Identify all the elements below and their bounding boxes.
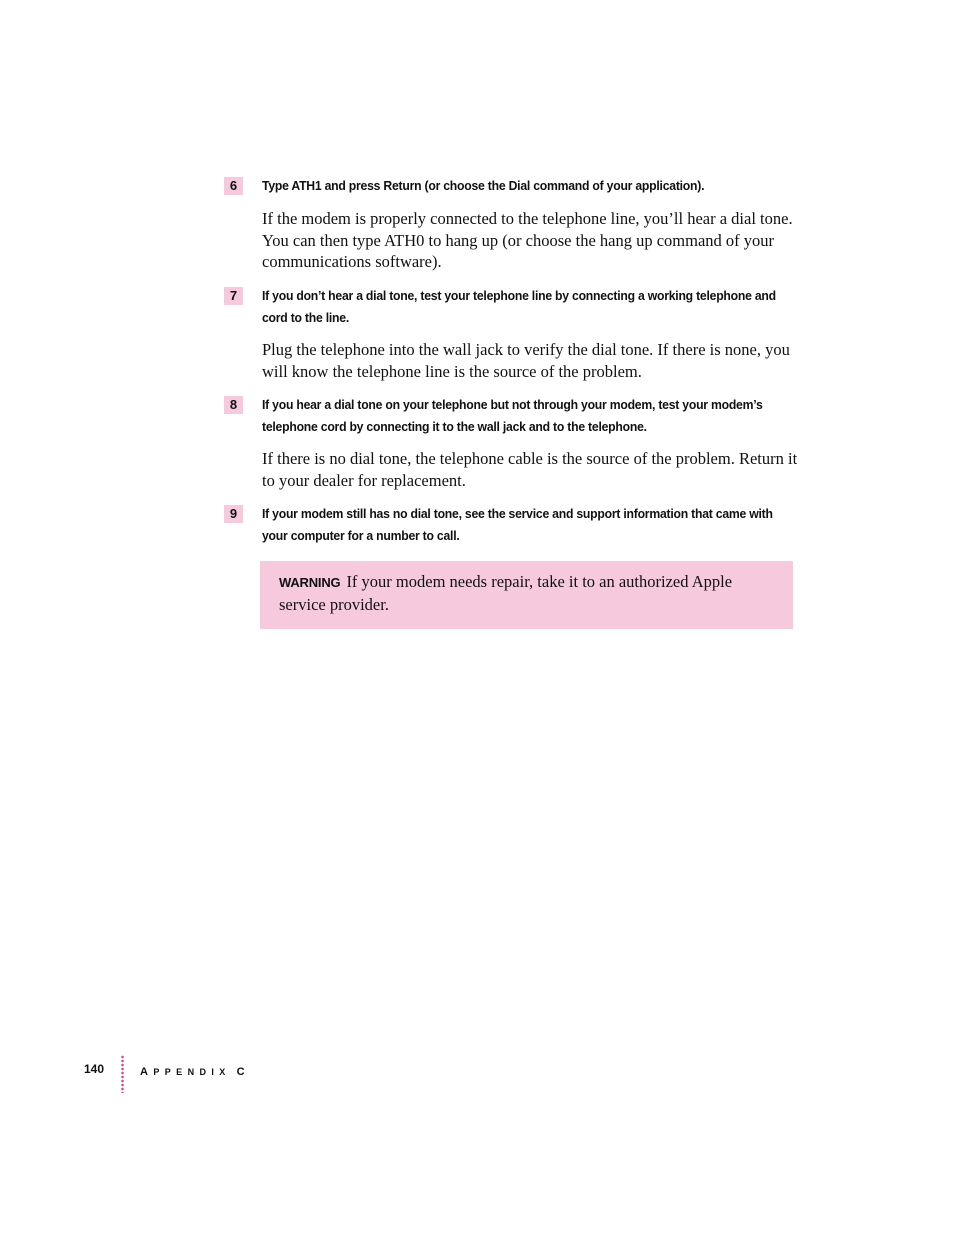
warning-box [260,561,793,629]
section-label [140,1066,250,1078]
step-number: 7 [224,287,243,305]
step-body: If there is no dial tone, the telephone cable is the source of the problem. Return it to your dealer for replacement. [262,449,798,490]
step-heading: Type ATH1 and press Return (or choose the Dial command of your application). [262,178,705,193]
step-body: Plug the telephone into the wall jack to verify the dial tone. If there is none, you will know the telephone line is the source of the problem. [262,340,790,381]
dotted-divider [121,1055,124,1093]
step-heading: If you hear a dial tone on your telephone but not through your modem, test your modem’s telephone cord by connecting it to the wall jack and to the telephone. [262,397,763,434]
step-body: If the modem is properly connected to the telephone line, you’ll hear a dial tone. You can then type ATH0 to hang up (or choose the hang up command of your communications software). [262,209,793,271]
step-number: 9 [224,505,243,523]
section-label-initial: A [140,1066,154,1078]
step-number: 6 [224,177,243,195]
step-number: 8 [224,396,243,414]
warning-text: If your modem needs repair, take it to an authorized Apple service provider. [279,572,733,614]
page-number: 140 [84,1062,105,1076]
step-heading: If your modem still has no dial tone, see the service and support information that came with your computer for a number to call. [262,506,773,543]
section-label-rest: PPENDIX [153,1067,231,1077]
section-label-letter: C [236,1066,251,1078]
step-heading: If you don’t hear a dial tone, test your telephone line by connecting a working telephone and cord to the line. [262,288,776,325]
warning-label: WARNING [279,575,341,590]
